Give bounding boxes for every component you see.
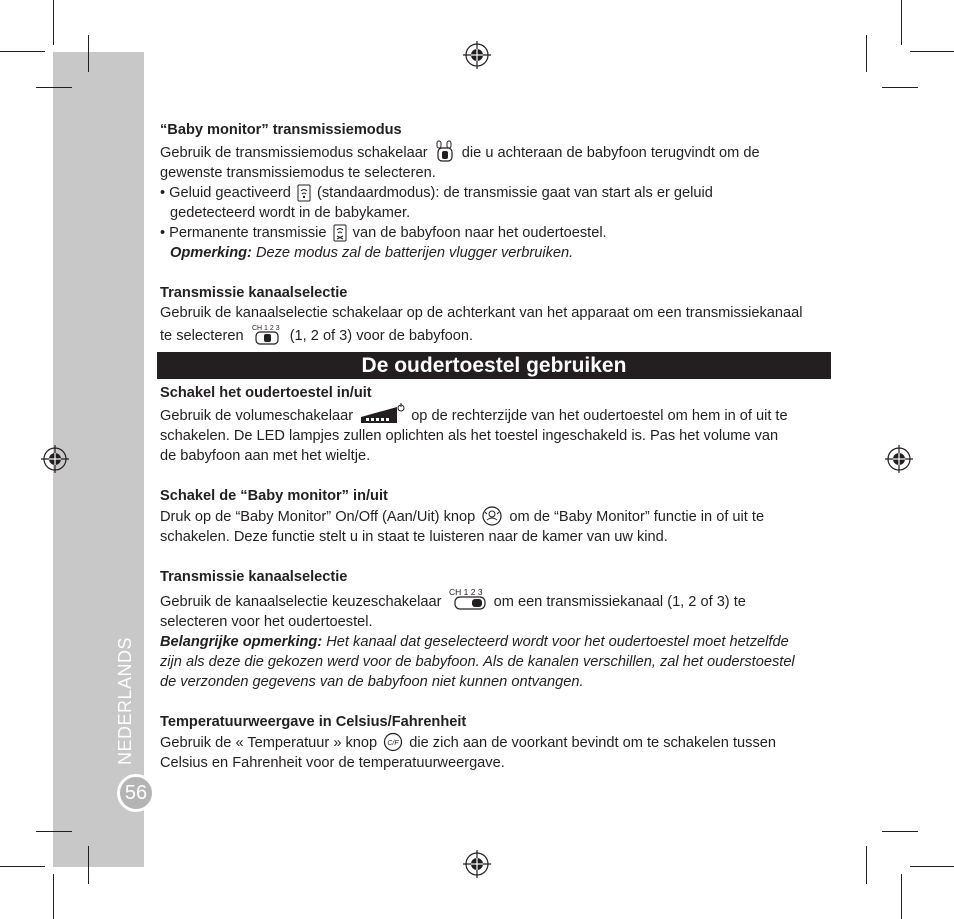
- section-heading: Transmissie kanaalselectie: [160, 285, 348, 301]
- crop-mark: [882, 87, 918, 88]
- permanent-transmission-icon: [333, 224, 347, 242]
- section-heading: Temperatuurweergave in Celsius/Fahrenheit: [160, 714, 467, 730]
- section-heading: Transmissie kanaalselectie: [160, 569, 348, 585]
- paragraph: schakelen. Deze functie stelt u in staat te luisteren naar de kamer van uw kind.: [160, 529, 668, 545]
- note: Belangrijke opmerking: Het kanaal dat geselecteerd wordt voor het oudertoestel moet hetzelfde: [160, 634, 789, 650]
- volume-wheel-icon: [359, 403, 405, 425]
- crop-mark: [88, 846, 89, 884]
- baby-monitor-button-icon: [481, 506, 503, 526]
- registration-mark-icon: [462, 849, 492, 879]
- crop-mark: [88, 35, 89, 72]
- crop-mark: [0, 51, 45, 52]
- crop-mark: [910, 866, 954, 867]
- crop-mark: [901, 0, 902, 45]
- language-label: NEDERLANDS: [115, 636, 135, 765]
- paragraph: Gebruik de volumeschakelaar op de rechterzijde van het oudertoestel om hem in of uit te: [160, 403, 840, 426]
- crop-mark: [901, 874, 902, 919]
- paragraph: Celsius en Fahrenheit voor de temperatuurweergave.: [160, 755, 505, 771]
- paragraph: Druk op de “Baby Monitor” On/Off (Aan/Uit) knop om de “Baby Monitor” functie in of uit te: [160, 506, 840, 527]
- section-heading: Schakel het oudertoestel in/uit: [160, 385, 372, 401]
- main-content: [160, 120, 840, 773]
- list-item: • Geluid geactiveerd (standaardmodus): de transmissie gaat van start als er geluid: [160, 185, 713, 201]
- crop-mark: [882, 831, 918, 832]
- crop-mark: [0, 866, 45, 867]
- crop-mark: [53, 874, 54, 919]
- list-item-continuation: gedetecteerd wordt in de babykamer.: [170, 205, 411, 221]
- note: Opmerking: Deze modus zal de batterijen vlugger verbruiken.: [170, 245, 574, 261]
- page-number: 56: [117, 774, 155, 812]
- registration-mark-icon: [40, 444, 70, 474]
- crop-mark: [866, 35, 867, 72]
- crop-mark: [53, 0, 54, 45]
- note-continuation: zijn als deze die gekozen werd voor de babyfoon. Als de kanalen verschillen, zal het ouderstoestel: [160, 654, 795, 670]
- svg-text:C/F: C/F: [387, 740, 399, 747]
- paragraph: schakelen. De LED lampjes zullen oplichten als het toestel ingeschakeld is. Pas het volume van: [160, 428, 779, 444]
- crop-mark: [866, 846, 867, 884]
- paragraph: Gebruik de kanaalselectie schakelaar op de achterkant van het apparaat om een transmissiekanaal: [160, 305, 803, 321]
- paragraph: Gebruik de transmissiemodus schakelaar die u achteraan de babyfoon terugvindt om de: [160, 140, 840, 163]
- note-continuation: de verzonden gegevens van de babyfoon niet kunnen ontvangen.: [160, 674, 584, 690]
- svg-text:CH 1 2 3: CH 1 2 3: [251, 325, 280, 332]
- section-banner: De oudertoestel gebruiken: [157, 352, 831, 379]
- registration-mark-icon: [462, 40, 492, 70]
- section-heading: “Baby monitor” transmissiemodus: [160, 122, 402, 138]
- paragraph: selecteren voor het oudertoestel.: [160, 614, 373, 630]
- temperature-button-icon: [383, 732, 403, 752]
- section-heading: Schakel de “Baby monitor” in/uit: [160, 488, 388, 504]
- paragraph: de babyfoon aan met het wieltje.: [160, 448, 371, 464]
- switch-icon: [434, 140, 456, 162]
- paragraph: Gebruik de kanaalselectie keuzeschakelaar CH 1 2 3 om een transmissiekanaal (1, 2 of 3) te: [160, 587, 746, 610]
- paragraph: Gebruik de « Temperatuur » knop C/F die zich aan de voorkant bevindt om te schakelen tussen: [160, 732, 840, 753]
- list-item: • Permanente transmissie van de babyfoon naar het oudertoestel.: [160, 225, 607, 241]
- paragraph: gewenste transmissiemodus te selecteren.: [160, 165, 436, 181]
- paragraph: te selecteren CH 1 2 3 (1, 2 of 3) voor de babyfoon.: [160, 325, 474, 344]
- crop-mark: [36, 87, 72, 88]
- registration-mark-icon: [884, 444, 914, 474]
- crop-mark: [910, 51, 954, 52]
- channel-switch-icon: [250, 323, 284, 345]
- channel-switch-icon: [448, 587, 488, 611]
- crop-mark: [36, 831, 72, 832]
- sound-activated-icon: [297, 184, 311, 202]
- svg-text:CH 1 2 3: CH 1 2 3: [448, 587, 483, 597]
